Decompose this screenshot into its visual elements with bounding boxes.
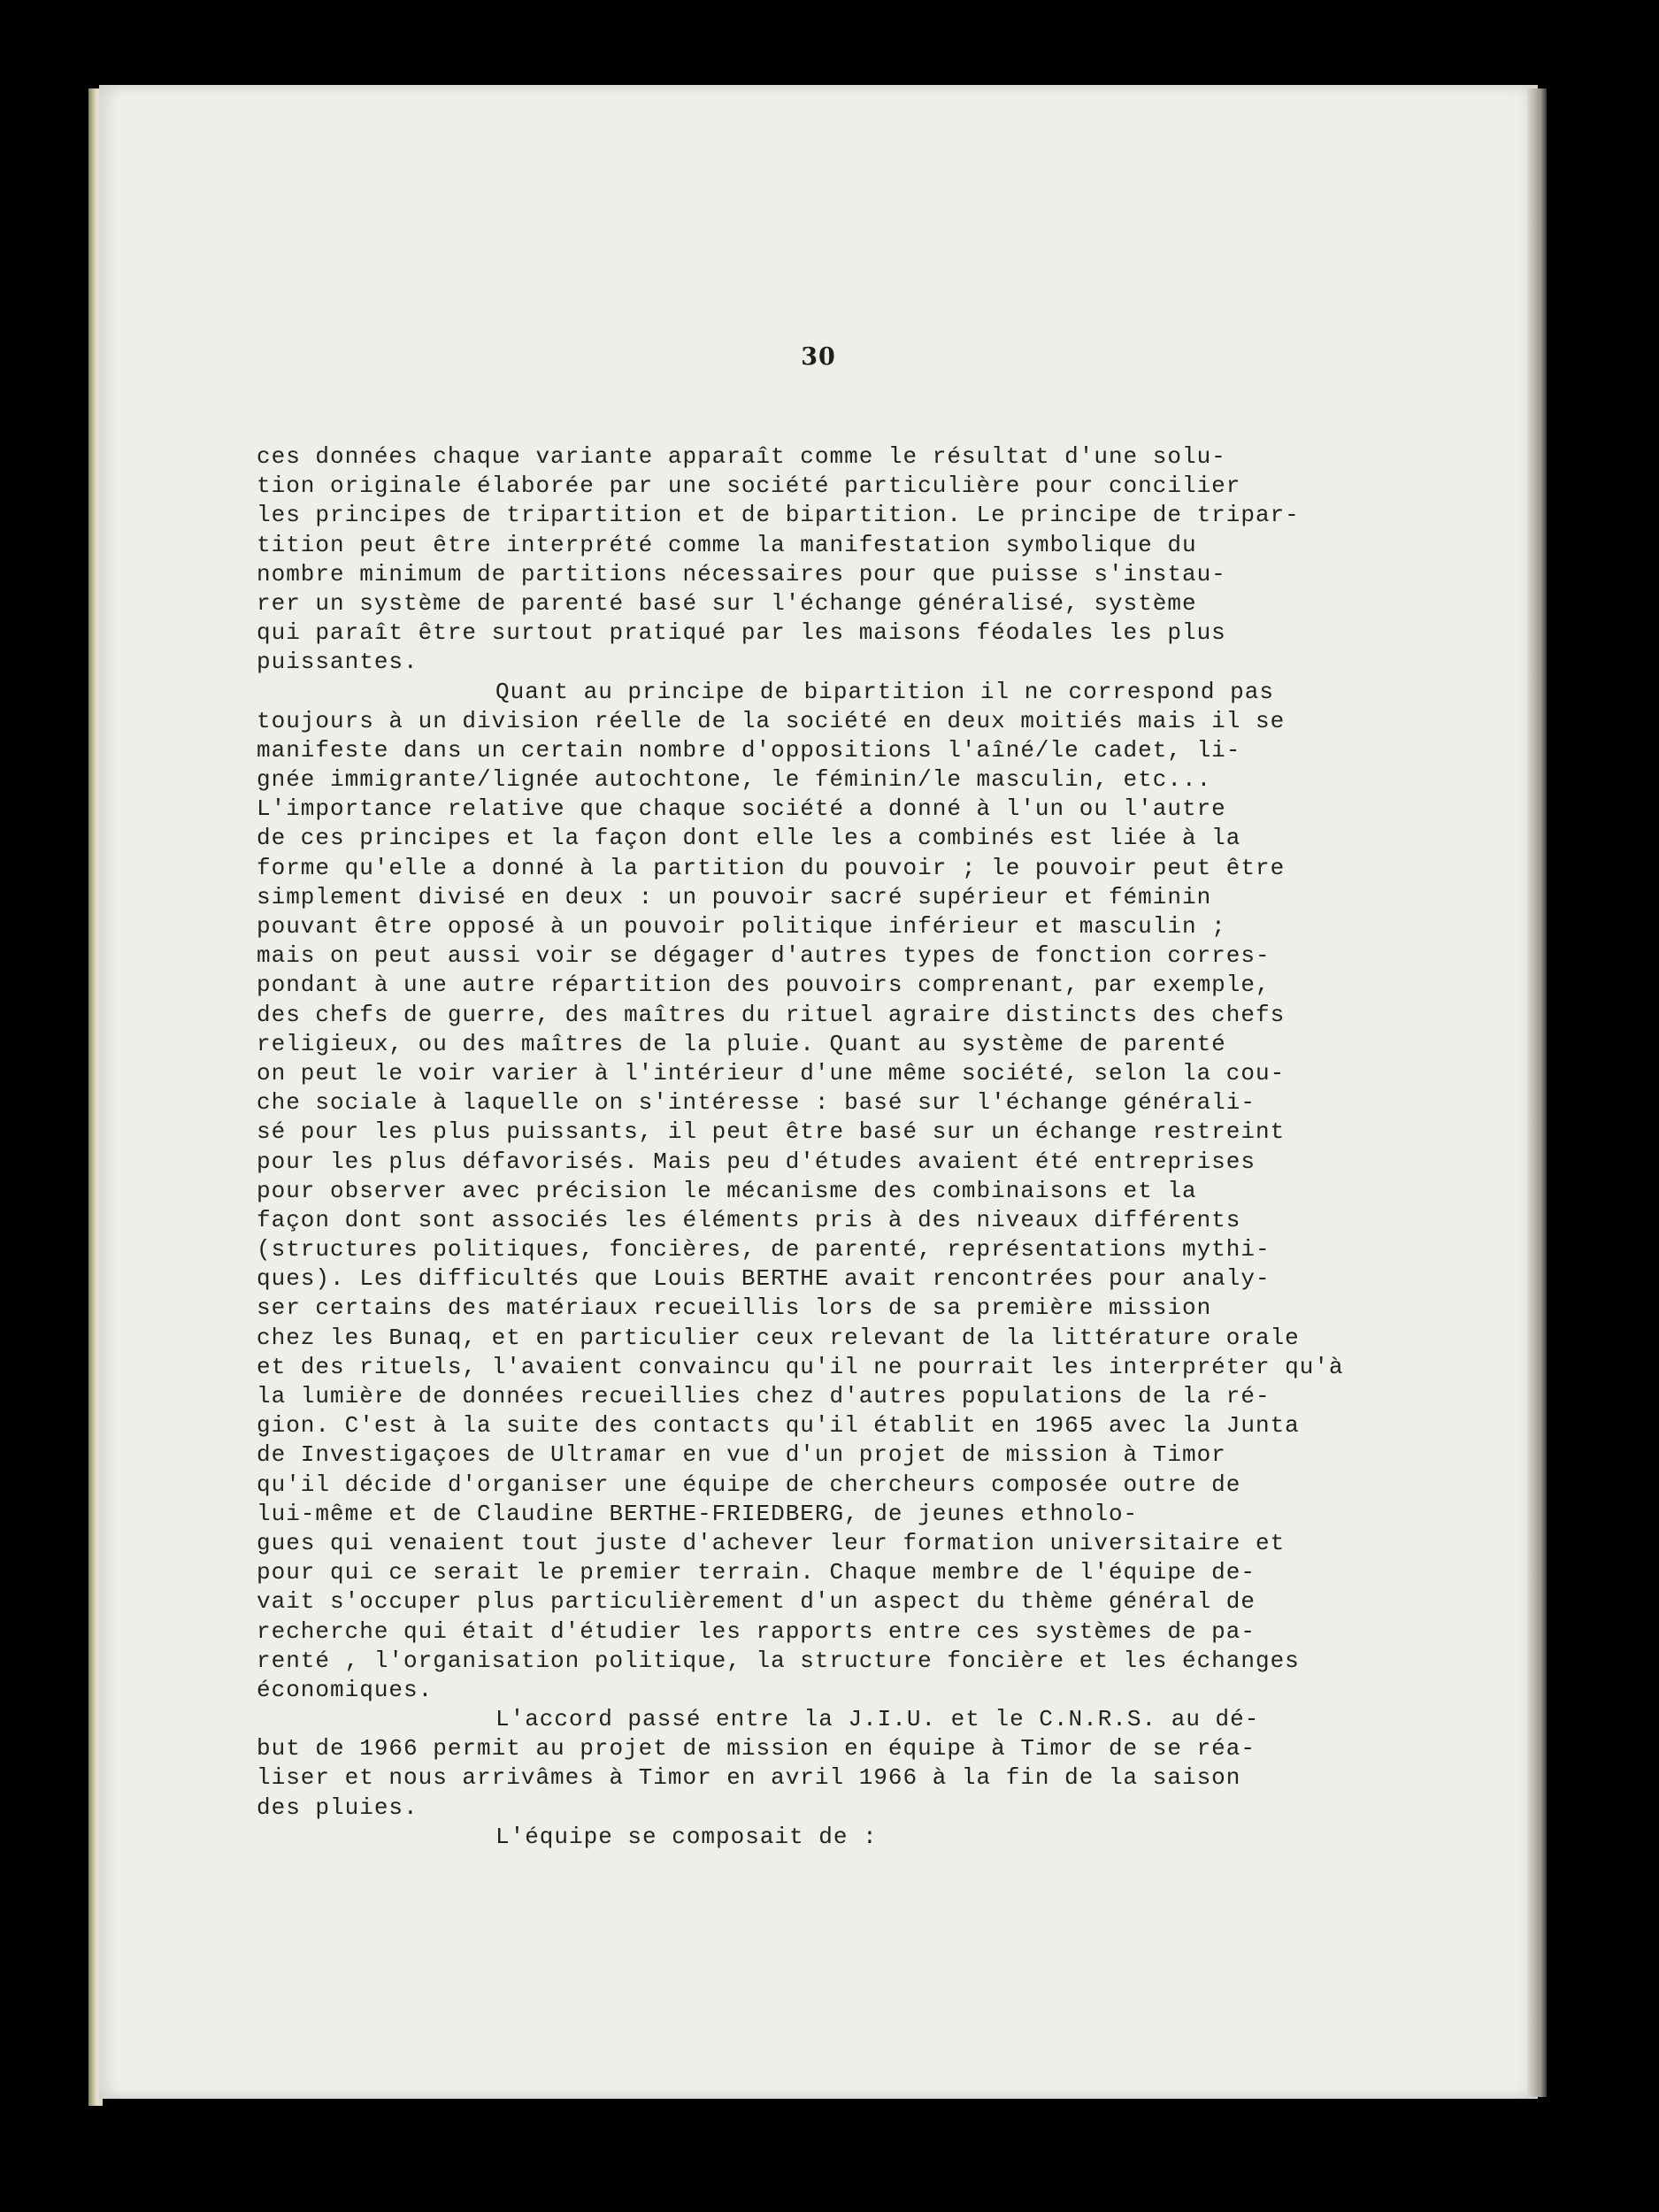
text-line: renté , l'organisation politique, la structure foncière et les échanges: [257, 1647, 1300, 1674]
text-line: vait s'occuper plus particulièrement d'un aspect du thème général de: [257, 1588, 1256, 1616]
text-line: rer un système de parenté basé sur l'échange généralisé, système: [257, 589, 1197, 617]
text-line: des pluies.: [257, 1793, 419, 1821]
text-line: économiques.: [257, 1676, 434, 1703]
text-line: L'importance relative que chaque société a donné à l'un ou l'autre: [257, 795, 1226, 823]
page-right-shadow: [1527, 88, 1547, 2097]
text-line: et des rituels, l'avaient convaincu qu'il ne pourrait les interpréter qu'à: [257, 1353, 1344, 1380]
text-line: qui paraît être surtout pratiqué par les maisons féodales les plus: [257, 619, 1226, 647]
text-line: pour les plus défavorisés. Mais peu d'études avaient été entreprises: [257, 1148, 1256, 1175]
text-line: puissantes.: [257, 649, 419, 676]
text-line: (structures politiques, foncières, de parenté, représentations mythi-: [257, 1236, 1271, 1263]
text-line: gues qui venaient tout juste d'achever leur formation universitaire et: [257, 1529, 1286, 1556]
text-line: recherche qui était d'étudier les rapports entre ces systèmes de pa-: [257, 1617, 1256, 1645]
text-line: pour observer avec précision le mécanisme des combinaisons et la: [257, 1177, 1197, 1204]
text-line: sé pour les plus puissants, il peut être basé sur un échange restreint: [257, 1118, 1286, 1146]
text-line: pondant à une autre répartition des pouvoirs comprenant, par exemple,: [257, 972, 1271, 999]
paragraph-start-line: L'accord passé entre la J.I.U. et le C.N.R.S. au dé-: [495, 1706, 1260, 1733]
text-line: gnée immigrante/lignée autochtone, le féminin/le masculin, etc...: [257, 766, 1212, 794]
paragraph-start-line: L'équipe se composait de :: [495, 1823, 878, 1850]
text-line: mais on peut aussi voir se dégager d'autres types de fonction corres-: [257, 942, 1271, 970]
text-line: ser certains des matériaux recueillis lors de sa première mission: [257, 1294, 1212, 1322]
paragraph-start-line: Quant au principe de bipartition il ne correspond pas: [495, 678, 1274, 705]
text-line: la lumière de données recueillies chez d'autres populations de la ré-: [257, 1383, 1271, 1409]
text-line: tion originale élaborée par une société particulière pour concilier: [257, 472, 1241, 500]
text-line: de ces principes et la façon dont elle les a combinés est liée à la: [257, 825, 1241, 852]
text-line: les principes de tripartition et de bipartition. Le principe de tripar-: [257, 502, 1300, 529]
text-line: qu'il décide d'organiser une équipe de chercheurs composée outre de: [257, 1471, 1241, 1498]
text-line: des chefs de guerre, des maîtres du rituel agraire distincts des chefs: [257, 1001, 1286, 1028]
text-line: forme qu'elle a donné à la partition du pouvoir ; le pouvoir peut être: [257, 854, 1286, 881]
text-line: gion. C'est à la suite des contacts qu'il établit en 1965 avec la Junta: [257, 1412, 1300, 1440]
text-line: nombre minimum de partitions nécessaires pour que puisse s'instau-: [257, 560, 1226, 588]
text-line: ces données chaque variante apparaît comme le résultat d'une solu-: [257, 443, 1226, 470]
text-line: chez les Bunaq, et en particulier ceux relevant de la littérature orale: [257, 1324, 1300, 1351]
text-line: che sociale à laquelle on s'intéresse : basé sur l'échange générali-: [257, 1089, 1256, 1117]
text-line: toujours à un division réelle de la société en deux moitiés mais il se: [257, 707, 1286, 734]
text-line: tition peut être interprété comme la manifestation symbolique du: [257, 531, 1197, 558]
text-line: façon dont sont associés les éléments pris à des niveaux différents: [257, 1206, 1241, 1233]
text-line: liser et nous arrivâmes à Timor en avril 1966 à la fin de la saison: [257, 1764, 1241, 1792]
text-line: ques). Les difficultés que Louis BERTHE avait rencontrées pour analy-: [257, 1265, 1271, 1293]
body-text: [257, 442, 1442, 1852]
text-line: pour qui ce serait le premier terrain. Chaque membre de l'équipe de-: [257, 1559, 1256, 1586]
text-line: pouvant être opposé à un pouvoir politique inférieur et masculin ;: [257, 913, 1226, 940]
text-line: simplement divisé en deux : un pouvoir sacré supérieur et féminin: [257, 883, 1212, 910]
text-line: de Investigaçoes de Ultramar en vue d'un projet de mission à Timor: [257, 1441, 1226, 1469]
text-line: but de 1966 permit au projet de mission en équipe à Timor de se réa-: [257, 1735, 1256, 1763]
text-line: on peut le voir varier à l'intérieur d'une même société, selon la cou-: [257, 1059, 1286, 1087]
text-line: manifeste dans un certain nombre d'oppositions l'aîné/le cadet, li-: [257, 736, 1241, 764]
text-line: lui-même et de Claudine BERTHE-FRIEDBERG, de jeunes ethnolo-: [257, 1500, 1139, 1527]
text-line: religieux, ou des maîtres de la pluie. Quant au système de parenté: [257, 1030, 1226, 1057]
page-number: 30: [801, 343, 836, 371]
